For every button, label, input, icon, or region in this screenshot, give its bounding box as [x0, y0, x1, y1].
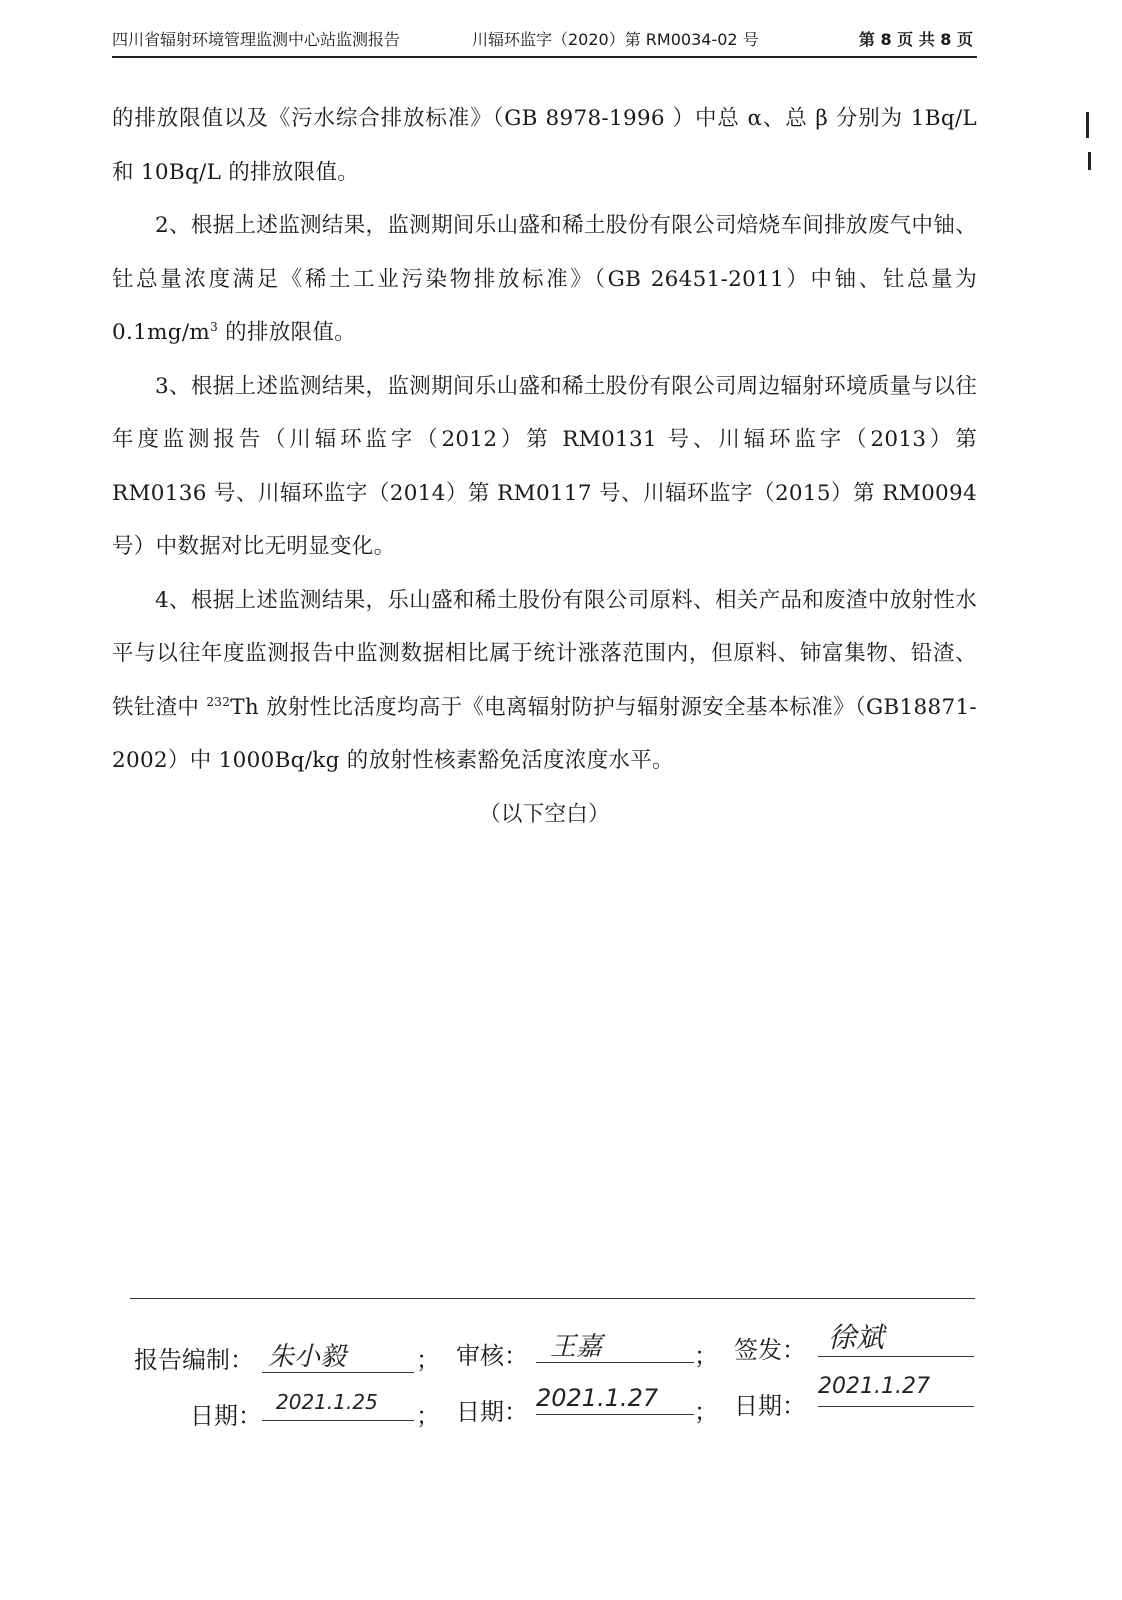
- semicolon: ；: [416, 1346, 440, 1374]
- semicolon: ；: [694, 1398, 718, 1426]
- prepared-date-line: [262, 1420, 414, 1421]
- prepared-signature: 朱小毅: [268, 1342, 347, 1372]
- header-org: 四川省辐射环境管理监测中心站监测报告: [112, 30, 401, 49]
- prepared-label: 报告编制：: [134, 1346, 254, 1374]
- prepared-signature-line: [262, 1372, 414, 1373]
- review-date-label: 日期：: [456, 1398, 528, 1426]
- prepared-date: 2021.1.25: [276, 1390, 378, 1414]
- issue-signature-line: [818, 1356, 974, 1357]
- semicolon: ；: [694, 1342, 718, 1370]
- signature-divider: [130, 1298, 975, 1299]
- review-signature-line: [536, 1362, 694, 1363]
- scan-mark: [1086, 112, 1089, 138]
- header-doc-number: 川辐环监字（2020）第 RM0034-02 号: [472, 30, 759, 49]
- issue-label: 签发：: [734, 1336, 806, 1364]
- header-page-number: 第 8 页 共 8 页: [858, 30, 973, 49]
- issue-date-line: [818, 1406, 974, 1407]
- paragraph-4: 4、根据上述监测结果，乐山盛和稀土股份有限公司原料、相关产品和废渣中放射性水平与以往年度监测报告中监测数据相比属于统计涨落范围内，但原料、铈富集物、铅渣、铁钍渣中 $^{232}$Th 放射性比活度均高于《电离辐射防护与辐射源安全基本标准》（GB18871-2002）中 1000Bq/kg 的放射性核素豁免活度浓度水平。: [112, 587, 977, 773]
- paragraph-2: 2、根据上述监测结果，监测期间乐山盛和稀土股份有限公司焙烧车间排放废气中铀、钍总量浓度满足《稀土工业污染物排放标准》（GB 26451-2011）中铀、钍总量为 $0.1mg/m^3$ 的排放限值。: [112, 213, 977, 345]
- issue-signature: 徐斌: [828, 1321, 885, 1354]
- review-label: 审核：: [456, 1342, 528, 1370]
- scan-mark: [1088, 152, 1091, 170]
- page-header: [112, 22, 977, 58]
- report-body: [112, 92, 977, 841]
- review-date-line: [536, 1414, 694, 1415]
- paragraph-1: 的排放限值以及《污水综合排放标准》（GB 8978-1996 ）中总 α、总 β 分别为 1Bq/L 和 10Bq/L 的排放限值。: [112, 106, 977, 185]
- prepared-date-label: 日期：: [190, 1402, 262, 1430]
- issue-date: 2021.1.27: [818, 1374, 930, 1399]
- issue-date-label: 日期：: [734, 1392, 806, 1420]
- paragraph-3: 3、根据上述监测结果，监测期间乐山盛和稀土股份有限公司周边辐射环境质量与以往年度监测报告（川辐环监字（2012）第 RM0131 号、川辐环监字（2013）第 RM0136 号、川辐环监字（2014）第 RM0117 号、川辐环监字（2015）第 RM0094 号）中数据对比无明显变化。: [112, 373, 977, 559]
- review-date: 2021.1.27: [536, 1384, 659, 1412]
- blank-note: （以下空白）: [479, 801, 610, 827]
- semicolon: ；: [416, 1402, 440, 1430]
- review-signature: 王嘉: [550, 1332, 603, 1362]
